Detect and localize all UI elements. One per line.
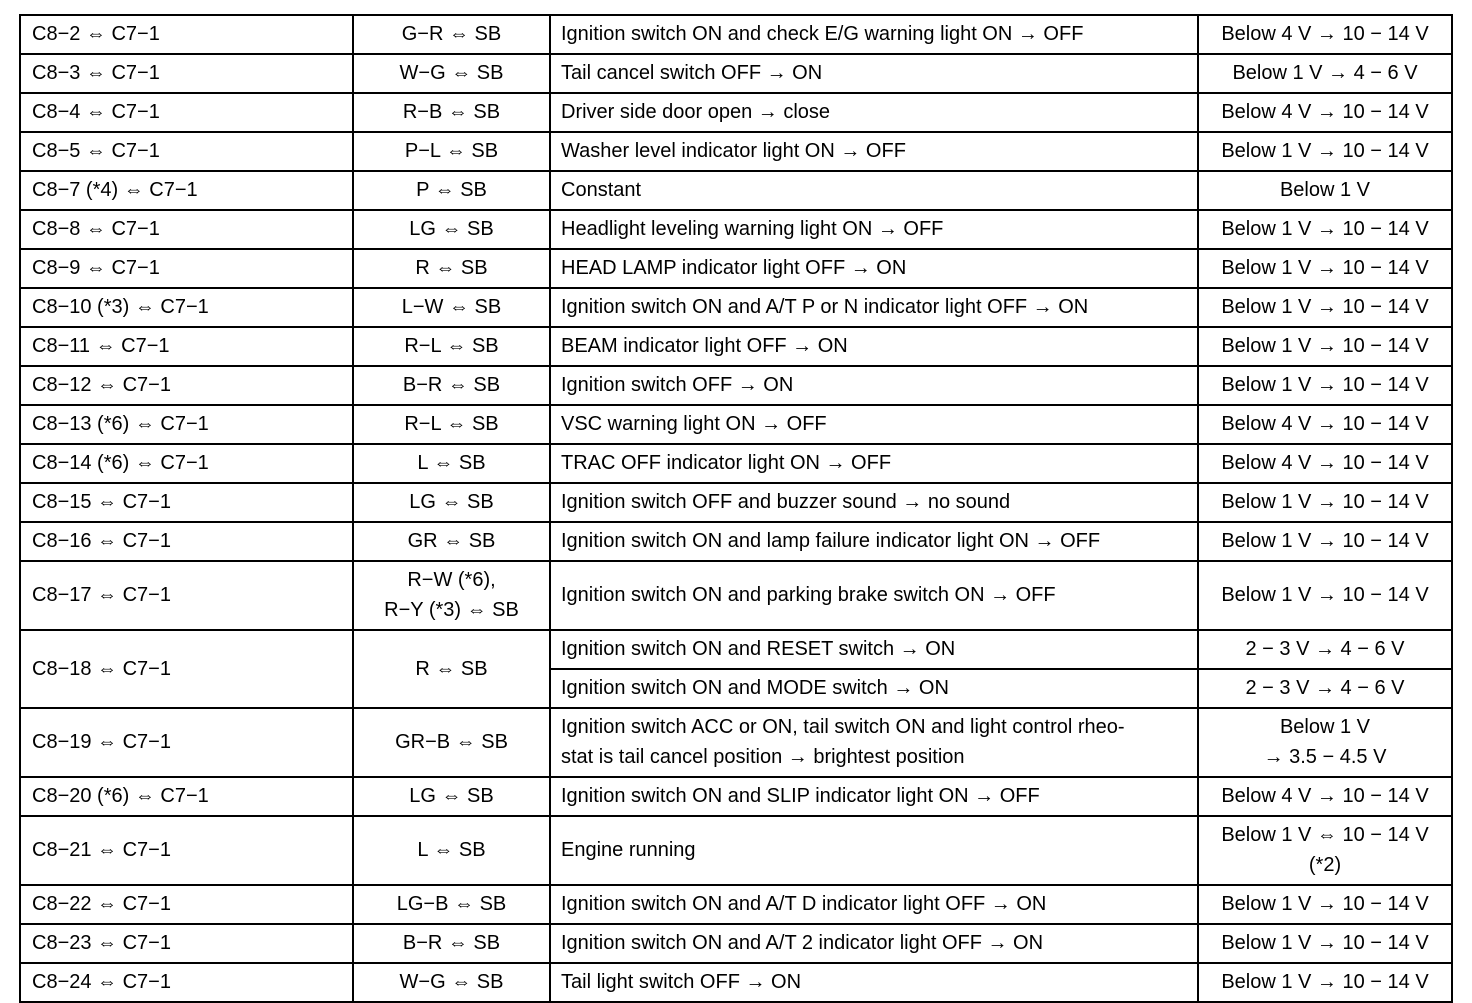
table-row <box>20 561 1452 630</box>
wire-color-cell: B−R ⇔ SB <box>353 924 550 963</box>
terminal-cell: C8−11 ⇔ C7−1 <box>20 327 353 366</box>
condition-cell: BEAM indicator light OFF → ON <box>550 327 1198 366</box>
specified-condition-cell: Below 1 V → 10 − 14 V <box>1198 885 1452 924</box>
condition-cell: Ignition switch ON and A/T P or N indicator light OFF → ON <box>550 288 1198 327</box>
condition-cell: Ignition switch ACC or ON, tail switch ON and light control rheo- stat is tail cancel position → brightest position <box>550 708 1198 777</box>
table-row <box>20 816 1452 885</box>
condition-cell: Engine running <box>550 816 1198 885</box>
terminal-cell: C8−19 ⇔ C7−1 <box>20 708 353 777</box>
condition-cell: Ignition switch OFF → ON <box>550 366 1198 405</box>
specified-condition-cell: Below 1 V → 10 − 14 V <box>1198 366 1452 405</box>
terminal-cell: C8−22 ⇔ C7−1 <box>20 885 353 924</box>
wire-color-cell: R ⇔ SB <box>353 630 550 708</box>
specified-condition-cell: Below 4 V → 10 − 14 V <box>1198 15 1452 54</box>
terminal-spec-table <box>19 14 1453 1003</box>
condition-cell: Tail cancel switch OFF → ON <box>550 54 1198 93</box>
specified-condition-cell: Below 1 V → 4 − 6 V <box>1198 54 1452 93</box>
wire-color-cell: W−G ⇔ SB <box>353 54 550 93</box>
wire-color-cell: LG ⇔ SB <box>353 210 550 249</box>
table-row <box>20 93 1452 132</box>
wire-color-cell: L ⇔ SB <box>353 816 550 885</box>
specified-condition-cell: Below 1 V <box>1198 171 1452 210</box>
condition-cell: VSC warning light ON → OFF <box>550 405 1198 444</box>
table-row <box>20 288 1452 327</box>
specified-condition-cell: Below 1 V ⇔ 10 − 14 V (*2) <box>1198 816 1452 885</box>
table-row <box>20 483 1452 522</box>
condition-cell: Ignition switch ON and check E/G warning light ON → OFF <box>550 15 1198 54</box>
specified-condition-cell: Below 1 V → 10 − 14 V <box>1198 249 1452 288</box>
wire-color-cell: P ⇔ SB <box>353 171 550 210</box>
condition-cell: Driver side door open → close <box>550 93 1198 132</box>
wire-color-cell: LG−B ⇔ SB <box>353 885 550 924</box>
wire-color-cell: R−B ⇔ SB <box>353 93 550 132</box>
specified-condition-cell: Below 1 V → 10 − 14 V <box>1198 561 1452 630</box>
wire-color-cell: GR−B ⇔ SB <box>353 708 550 777</box>
condition-cell: Ignition switch OFF and buzzer sound → no sound <box>550 483 1198 522</box>
table-row <box>20 924 1452 963</box>
specified-condition-cell: 2 − 3 V → 4 − 6 V <box>1198 669 1452 708</box>
table-row <box>20 249 1452 288</box>
wire-color-cell: L ⇔ SB <box>353 444 550 483</box>
terminal-cell: C8−13 (*6) ⇔ C7−1 <box>20 405 353 444</box>
wire-color-cell: L−W ⇔ SB <box>353 288 550 327</box>
specified-condition-cell: 2 − 3 V → 4 − 6 V <box>1198 630 1452 669</box>
table-row <box>20 444 1452 483</box>
specified-condition-cell: Below 1 V → 10 − 14 V <box>1198 288 1452 327</box>
terminal-cell: C8−9 ⇔ C7−1 <box>20 249 353 288</box>
terminal-cell: C8−24 ⇔ C7−1 <box>20 963 353 1002</box>
condition-cell: Headlight leveling warning light ON → OFF <box>550 210 1198 249</box>
terminal-cell: C8−21 ⇔ C7−1 <box>20 816 353 885</box>
terminal-cell: C8−10 (*3) ⇔ C7−1 <box>20 288 353 327</box>
terminal-cell: C8−4 ⇔ C7−1 <box>20 93 353 132</box>
specified-condition-cell: Below 4 V → 10 − 14 V <box>1198 405 1452 444</box>
terminal-cell: C8−18 ⇔ C7−1 <box>20 630 353 708</box>
wire-color-cell: LG ⇔ SB <box>353 483 550 522</box>
condition-cell: Constant <box>550 171 1198 210</box>
condition-cell: Ignition switch ON and MODE switch → ON <box>550 669 1198 708</box>
condition-cell: HEAD LAMP indicator light OFF → ON <box>550 249 1198 288</box>
wire-color-cell: R−W (*6), R−Y (*3) ⇔ SB <box>353 561 550 630</box>
wire-color-cell: G−R ⇔ SB <box>353 15 550 54</box>
wire-color-cell: R−L ⇔ SB <box>353 405 550 444</box>
table-row <box>20 15 1452 54</box>
terminal-cell: C8−16 ⇔ C7−1 <box>20 522 353 561</box>
terminal-cell: C8−23 ⇔ C7−1 <box>20 924 353 963</box>
terminal-spec-table-body <box>20 15 1452 1002</box>
terminal-cell: C8−17 ⇔ C7−1 <box>20 561 353 630</box>
table-row <box>20 630 1452 669</box>
table-row <box>20 963 1452 1002</box>
terminal-cell: C8−14 (*6) ⇔ C7−1 <box>20 444 353 483</box>
specified-condition-cell: Below 1 V → 10 − 14 V <box>1198 327 1452 366</box>
terminal-cell: C8−20 (*6) ⇔ C7−1 <box>20 777 353 816</box>
table-row <box>20 171 1452 210</box>
terminal-cell: C8−2 ⇔ C7−1 <box>20 15 353 54</box>
wire-color-cell: LG ⇔ SB <box>353 777 550 816</box>
condition-cell: Ignition switch ON and RESET switch → ON <box>550 630 1198 669</box>
wire-color-cell: GR ⇔ SB <box>353 522 550 561</box>
condition-cell: Ignition switch ON and SLIP indicator light ON → OFF <box>550 777 1198 816</box>
table-row <box>20 54 1452 93</box>
specified-condition-cell: Below 1 V → 3.5 − 4.5 V <box>1198 708 1452 777</box>
specified-condition-cell: Below 4 V → 10 − 14 V <box>1198 444 1452 483</box>
specified-condition-cell: Below 4 V → 10 − 14 V <box>1198 93 1452 132</box>
condition-cell: Ignition switch ON and lamp failure indicator light ON → OFF <box>550 522 1198 561</box>
wire-color-cell: R ⇔ SB <box>353 249 550 288</box>
condition-cell: TRAC OFF indicator light ON → OFF <box>550 444 1198 483</box>
table-row <box>20 210 1452 249</box>
specified-condition-cell: Below 1 V → 10 − 14 V <box>1198 483 1452 522</box>
wire-color-cell: P−L ⇔ SB <box>353 132 550 171</box>
specified-condition-cell: Below 4 V → 10 − 14 V <box>1198 777 1452 816</box>
terminal-cell: C8−8 ⇔ C7−1 <box>20 210 353 249</box>
specified-condition-cell: Below 1 V → 10 − 14 V <box>1198 924 1452 963</box>
condition-cell: Ignition switch ON and A/T D indicator light OFF → ON <box>550 885 1198 924</box>
table-row <box>20 366 1452 405</box>
terminal-cell: C8−7 (*4) ⇔ C7−1 <box>20 171 353 210</box>
terminal-cell: C8−15 ⇔ C7−1 <box>20 483 353 522</box>
specified-condition-cell: Below 1 V → 10 − 14 V <box>1198 963 1452 1002</box>
condition-cell: Washer level indicator light ON → OFF <box>550 132 1198 171</box>
specified-condition-cell: Below 1 V → 10 − 14 V <box>1198 522 1452 561</box>
specified-condition-cell: Below 1 V → 10 − 14 V <box>1198 132 1452 171</box>
condition-cell: Ignition switch ON and parking brake switch ON → OFF <box>550 561 1198 630</box>
condition-cell: Ignition switch ON and A/T 2 indicator light OFF → ON <box>550 924 1198 963</box>
specified-condition-cell: Below 1 V → 10 − 14 V <box>1198 210 1452 249</box>
table-row <box>20 777 1452 816</box>
table-row <box>20 708 1452 777</box>
table-row <box>20 885 1452 924</box>
terminal-cell: C8−3 ⇔ C7−1 <box>20 54 353 93</box>
table-row <box>20 405 1452 444</box>
terminal-cell: C8−5 ⇔ C7−1 <box>20 132 353 171</box>
wire-color-cell: B−R ⇔ SB <box>353 366 550 405</box>
terminal-cell: C8−12 ⇔ C7−1 <box>20 366 353 405</box>
table-row <box>20 132 1452 171</box>
wire-color-cell: R−L ⇔ SB <box>353 327 550 366</box>
table-row <box>20 327 1452 366</box>
wire-color-cell: W−G ⇔ SB <box>353 963 550 1002</box>
table-row <box>20 522 1452 561</box>
condition-cell: Tail light switch OFF → ON <box>550 963 1198 1002</box>
